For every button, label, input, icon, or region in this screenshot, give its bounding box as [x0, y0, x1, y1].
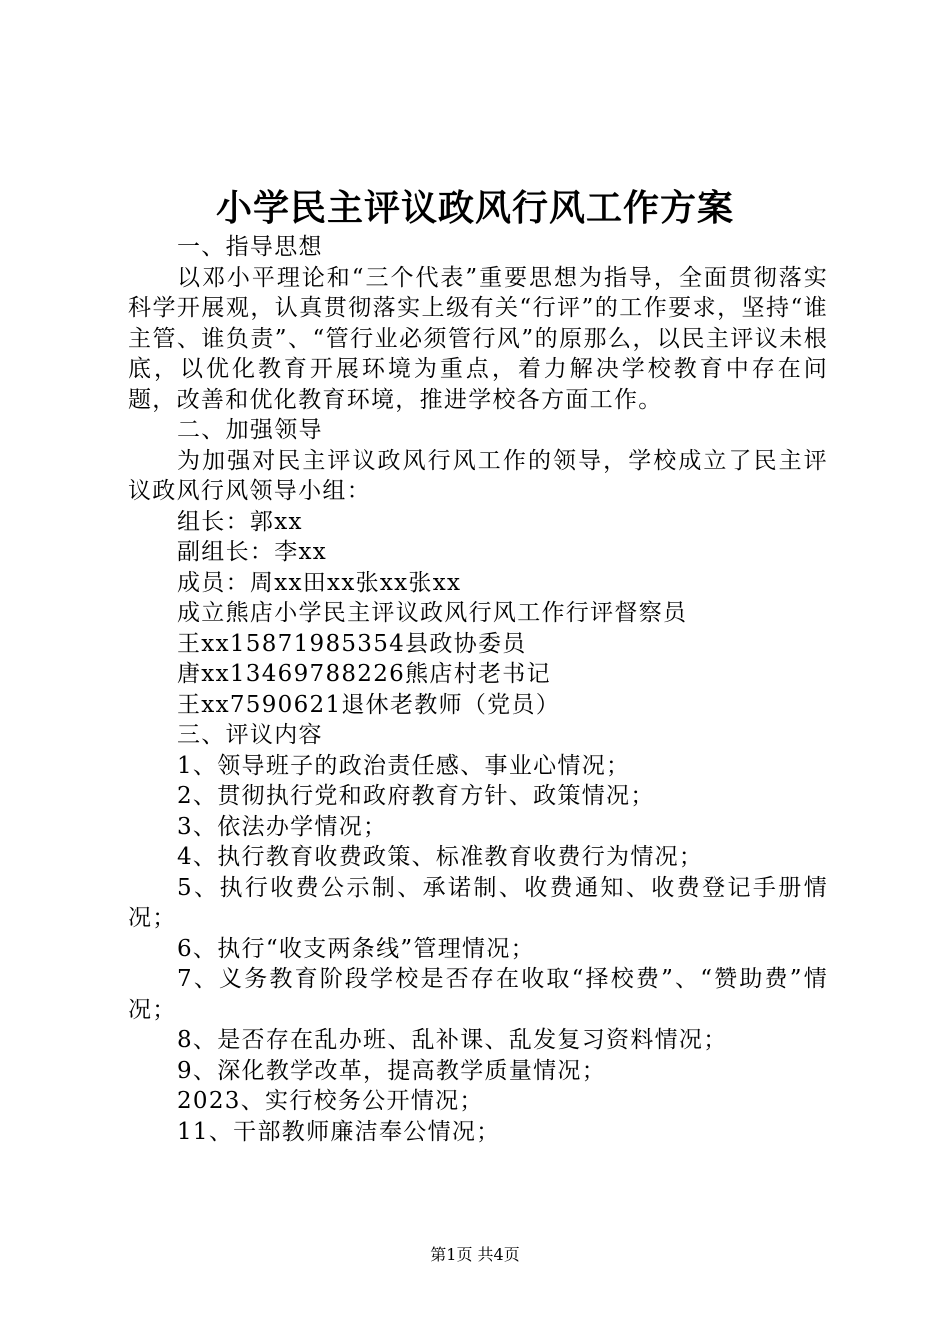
list-item: 9、深化教学改革，提高教学质量情况； — [177, 1057, 607, 1084]
list-item: 8、是否存在乱办班、乱补课、乱发复习资料情况； — [177, 1027, 728, 1053]
list-item: 1、领导班子的政治责任感、事业心情况； — [177, 752, 631, 779]
list-item: 11、干部教师廉洁奉公情况； — [177, 1118, 501, 1145]
section-heading-review-content: 三、评议内容 — [177, 722, 323, 748]
deputy-leader-line: 副组长：李xx — [177, 539, 328, 565]
list-item: 2023、实行校务公开情况； — [177, 1088, 484, 1114]
inspectors-heading-line: 成立熊店小学民主评议政风行风工作行评督察员 — [177, 600, 688, 626]
section-heading-guiding-ideology: 一、指导思想 — [177, 234, 323, 260]
members-line: 成员：周xx田xx张xx张xx — [177, 569, 462, 596]
list-item: 4、执行教育收费政策、标准教育收费行为情况； — [177, 844, 704, 870]
list-item: 6、执行“收支两条线”管理情况； — [177, 935, 535, 962]
group-leader-line: 组长：郭xx — [177, 508, 303, 535]
inspector-line: 唐xx13469788226熊店村老书记 — [177, 661, 551, 687]
paragraph-guiding-ideology: 以邓小平理论和“三个代表”重要思想为指导，全面贯彻落实科学开展观，认真贯彻落实上级有关“行评”的工作要求，坚持“谁主管、谁负责”、“管行业必须管行风”的原那么，以民主评议未根底，以优化教育开展环境为重点，着力解决学校教育中存在问题，改善和优化教育环境，推进学校各方面工作。 — [128, 264, 828, 413]
document-body — [128, 232, 828, 1147]
list-item: 3、依法办学情况； — [177, 813, 388, 840]
list-item: 5、执行收费公示制、承诺制、收费通知、收费登记手册情况； — [128, 874, 828, 931]
list-item: 7、义务教育阶段学校是否存在收取“择校费”、“赞助费”情况； — [128, 966, 828, 1023]
section-heading-leadership: 二、加强领导 — [177, 417, 323, 443]
page-number-footer: 第1页 共4页 — [430, 1245, 520, 1264]
paragraph-leadership: 为加强对民主评议政风行风工作的领导，学校成立了民主评议政风行风领导小组： — [128, 447, 828, 504]
page-title: 小学民主评议政风行风工作方案 — [215, 187, 734, 229]
inspector-line: 王xx7590621退休老教师（党员） — [177, 691, 561, 718]
inspector-line: 王xx15871985354县政协委员 — [177, 630, 527, 657]
list-item: 2、贯彻执行党和政府教育方针、政策情况； — [177, 783, 655, 809]
